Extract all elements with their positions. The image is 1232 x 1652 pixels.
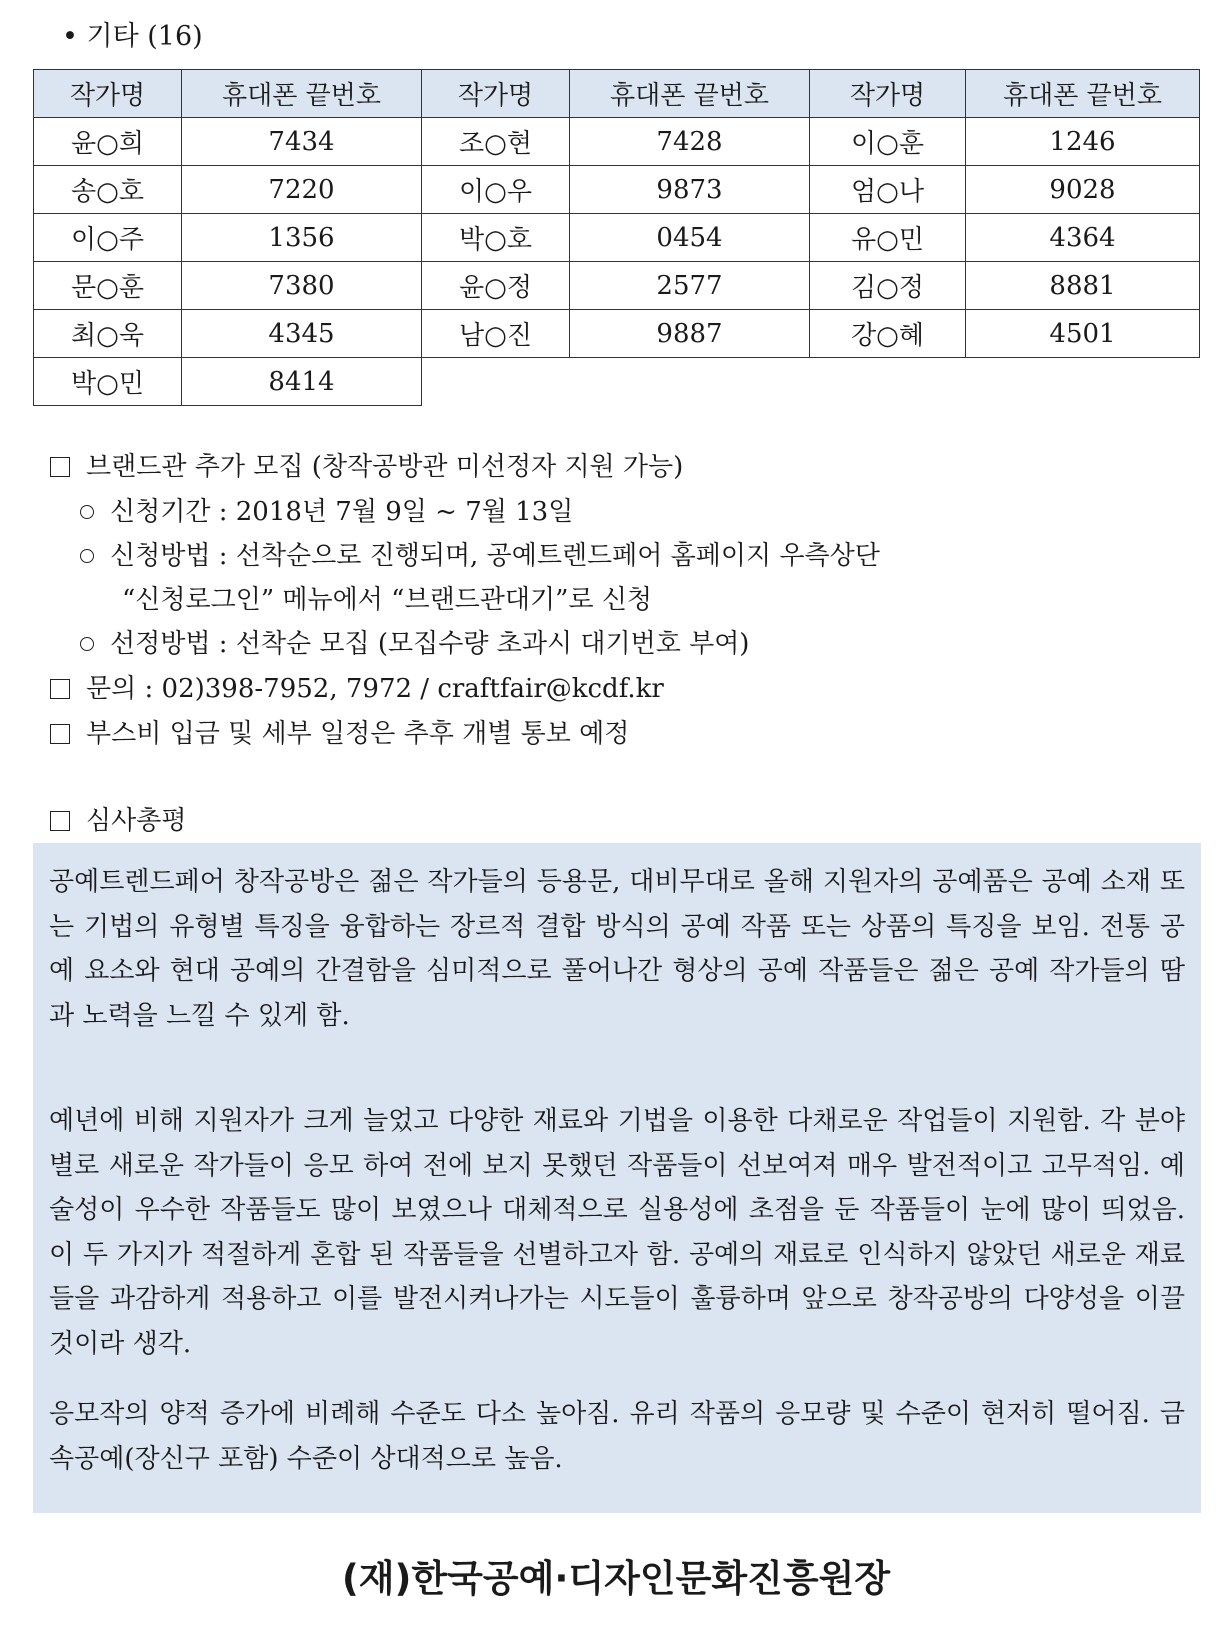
review-paragraph: 공예트렌드페어 창작공방은 젊은 작가들의 등용문, 대비무대로 올해 지원자의 공예품은 공예 소재 또는 기법의 유형별 특징을 융합하는 장르적 결합 방식의 공예 작품 또는 상품의 특징을 보임. 전통 공예 요소와 현대 공예의 간결함을 심미적으로 풀어나간 형상의 공예 작품들은 젊은 공예 작가들의 땀과 노력을 느낄 수 있게 함.	[49, 867, 1185, 1031]
phone-suffix-cell: 8414	[182, 358, 422, 406]
review-paragraph: 응모작의 양적 증가에 비례해 수준도 다소 높아짐. 유리 작품의 응모량 및 수준이 현저히 떨어짐. 금속공예(장신구 포함) 수준이 상대적으로 높음.	[49, 1399, 1185, 1474]
phone-suffix-cell: 7428	[570, 118, 810, 166]
artist-name-cell: 조○현	[422, 118, 570, 166]
phone-suffix-cell: 7380	[182, 262, 422, 310]
selection-text: 선정방법 : 선착순 모집 (모집수량 초과시 대기번호 부여)	[110, 629, 750, 659]
issuer-name: (재)한국공예·디자인문화진흥원장	[341, 1557, 891, 1600]
square-bullet-icon	[50, 724, 70, 744]
artist-name-cell: 송○호	[34, 166, 182, 214]
square-bullet-icon	[50, 811, 70, 831]
period-item	[80, 491, 573, 528]
phone-suffix-cell: 1246	[966, 118, 1200, 166]
phone-suffix-cell: 4364	[966, 214, 1200, 262]
brand-notice-item	[50, 446, 683, 483]
table-row	[34, 166, 1200, 214]
circle-bullet-icon	[80, 505, 94, 519]
circle-bullet-icon	[80, 549, 94, 563]
review-title: 심사총평	[86, 806, 187, 836]
phone-suffix-cell: 7220	[182, 166, 422, 214]
artist-name-cell: 이○훈	[810, 118, 966, 166]
section-label: • 기타 (16)	[62, 21, 203, 52]
brand-title: 브랜드관 추가 모집 (창작공방관 미선정자 지원 가능)	[86, 452, 684, 482]
table-row	[34, 118, 1200, 166]
phone-suffix-cell: 9873	[570, 166, 810, 214]
artist-name-cell: 이○우	[422, 166, 570, 214]
phone-suffix-cell: 1356	[182, 214, 422, 262]
phone-suffix-cell: 9887	[570, 310, 810, 358]
column-header: 작가명	[34, 70, 182, 118]
artist-name-cell: 윤○정	[422, 262, 570, 310]
phone-suffix-cell: 4501	[966, 310, 1200, 358]
contact-text: 문의 : 02)398-7952, 7972 / craftfair@kcdf.kr	[86, 674, 664, 704]
method-text: 신청방법 : 선착순으로 진행되며, 공예트렌드페어 홈페이지 우측상단	[110, 541, 880, 571]
circle-bullet-icon	[80, 637, 94, 651]
artist-phone-table	[33, 69, 1200, 406]
artist-name-cell: 박○호	[422, 214, 570, 262]
column-header: 휴대폰 끝번호	[182, 70, 422, 118]
column-header: 휴대폰 끝번호	[570, 70, 810, 118]
column-header: 휴대폰 끝번호	[966, 70, 1200, 118]
method-text-continued: “신청로그인” 메뉴에서 “브랜드관대기”로 신청	[122, 585, 653, 615]
artist-name-cell: 문○훈	[34, 262, 182, 310]
artist-name-cell: 강○혜	[810, 310, 966, 358]
column-header: 작가명	[422, 70, 570, 118]
phone-suffix-cell: 9028	[966, 166, 1200, 214]
table-row	[34, 262, 1200, 310]
review-panel	[33, 843, 1201, 1513]
table-row	[34, 214, 1200, 262]
artist-name-cell: 박○민	[34, 358, 182, 406]
booth-fee-item	[50, 713, 629, 750]
phone-suffix-cell: 2577	[570, 262, 810, 310]
artist-name-cell: 이○주	[34, 214, 182, 262]
square-bullet-icon	[50, 679, 70, 699]
contact-item	[50, 668, 664, 705]
table-row	[34, 310, 1200, 358]
review-heading	[50, 800, 186, 837]
phone-suffix-cell: 8881	[966, 262, 1200, 310]
review-paragraph: 예년에 비해 지원자가 크게 늘었고 다양한 재료와 기법을 이용한 다채로운 작업들이 지원함. 각 분야별로 새로운 작가들이 응모 하여 전에 보지 못했던 작품들이 선보여져 매우 발전적이고 고무적임. 예술성이 우수한 작품들도 많이 보였으나 대체적으로 실용성에 초점을 둔 작품들이 눈에 많이 띄었음. 이 두 가지가 적절하게 혼합 된 작품들을 선별하고자 함. 공예의 재료로 인식하지 않았던 새로운 재료들을 과감하게 적용하고 이를 발전시켜나가는 시도들이 훌륭하며 앞으로 창작공방의 다양성을 이끌 것이라 생각.	[49, 1106, 1185, 1359]
square-bullet-icon	[50, 457, 70, 477]
artist-name-cell: 최○욱	[34, 310, 182, 358]
empty-cell	[422, 358, 1200, 406]
selection-item	[80, 623, 749, 660]
phone-suffix-cell: 4345	[182, 310, 422, 358]
artist-name-cell: 엄○나	[810, 166, 966, 214]
booth-fee-text: 부스비 입금 및 세부 일정은 추후 개별 통보 예정	[86, 719, 630, 749]
phone-suffix-cell: 7434	[182, 118, 422, 166]
column-header: 작가명	[810, 70, 966, 118]
table-header-row	[34, 70, 1200, 118]
artist-name-cell: 김○정	[810, 262, 966, 310]
method-item	[80, 535, 880, 572]
period-text: 신청기간 : 2018년 7월 9일 ~ 7월 13일	[110, 497, 574, 527]
artist-name-cell: 윤○희	[34, 118, 182, 166]
artist-name-cell: 남○진	[422, 310, 570, 358]
phone-suffix-cell: 0454	[570, 214, 810, 262]
table-row	[34, 358, 1200, 406]
artist-name-cell: 유○민	[810, 214, 966, 262]
